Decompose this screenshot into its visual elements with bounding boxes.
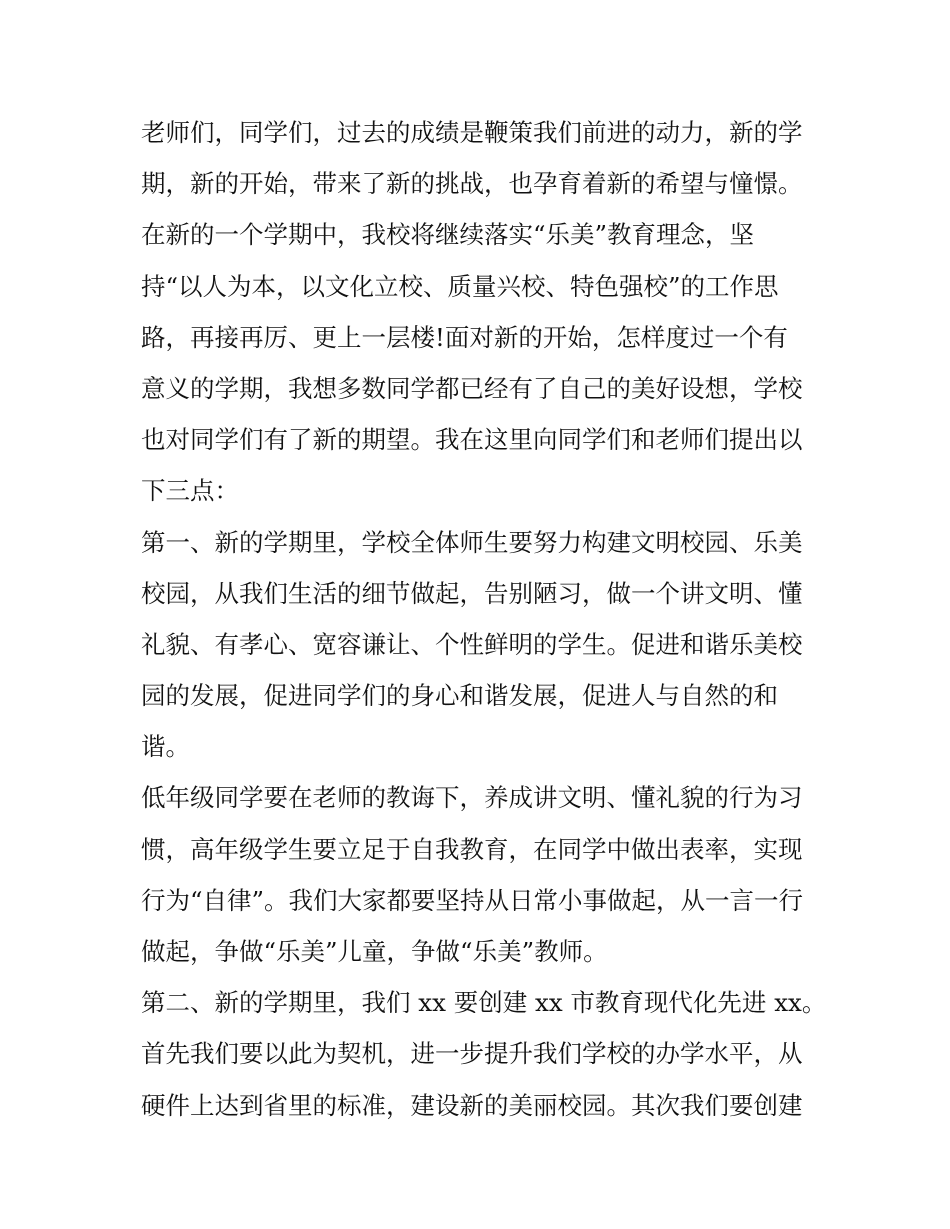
text-line: 礼貌、有孝心、宽容谦让、个性鲜明的学生。促进和谐乐美校	[141, 629, 803, 659]
text-line: 第一、新的学期里，学校全体师生要努力构建文明校园、乐美	[141, 527, 803, 557]
text-line: 首先我们要以此为契机，进一步提升我们学校的办学水平，从	[141, 1039, 803, 1069]
text-line: 路，再接再厉、更上一层楼!面对新的开始，怎样度过一个有	[141, 322, 788, 352]
text-line: 期，新的开始，带来了新的挑战，也孕育着新的希望与憧憬。	[141, 169, 803, 199]
text-line: 做起，争做“乐美”儿童，争做“乐美”教师。	[141, 937, 608, 966]
text-line: 下三点：	[141, 476, 239, 506]
text-line: 惯，高年级学生要立足于自我教育，在同学中做出表率，实现	[141, 834, 803, 864]
text-line: 意义的学期，我想多数同学都已经有了自己的美好设想，学校	[141, 373, 803, 403]
text-line: 园的发展，促进同学们的身心和谐发展，促进人与自然的和	[141, 681, 778, 711]
document-body	[141, 107, 827, 1131]
text-line: 校园，从我们生活的细节做起，告别陋习，做一个讲文明、懂	[141, 578, 803, 608]
text-line: 第二、新的学期里，我们 xx 要创建 xx 市教育现代化先进 xx。	[141, 988, 827, 1018]
text-line: 低年级同学要在老师的教诲下，养成讲文明、懂礼貌的行为习	[141, 783, 803, 813]
text-line: 持“以人为本，以文化立校、质量兴校、特色强校”的工作思	[141, 271, 779, 301]
text-line: 行为“自律”。我们大家都要坚持从日常小事做起，从一言一行	[141, 885, 804, 915]
text-line: 在新的一个学期中，我校将继续落实“乐美”教育理念，坚	[141, 220, 755, 250]
text-line: 也对同学们有了新的期望。我在这里向同学们和老师们提出以	[141, 425, 803, 455]
text-line: 老师们，同学们，过去的成绩是鞭策我们前进的动力，新的学	[141, 118, 803, 147]
text-line: 谐。	[141, 732, 190, 762]
text-line: 硬件上达到省里的标准，建设新的美丽校园。其次我们要创建	[141, 1090, 803, 1120]
